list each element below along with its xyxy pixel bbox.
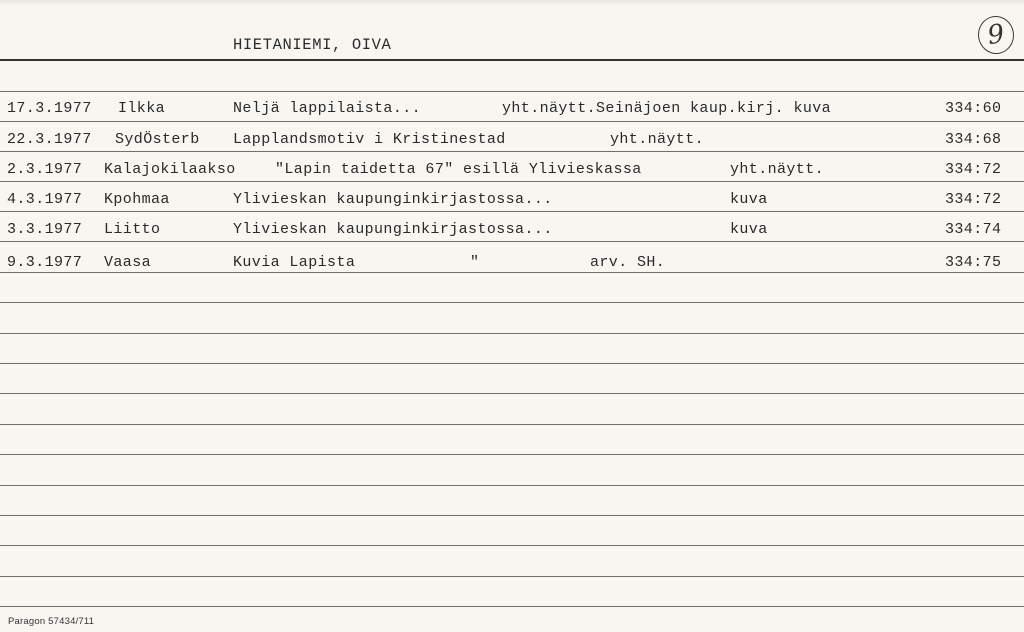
entry-note: yht.näytt.Seinäjoen kaup.kirj. kuva xyxy=(502,100,832,117)
entry-date: 22.3.1977 xyxy=(7,131,92,148)
blank-rule xyxy=(0,393,1024,394)
entry-source: Vaasa xyxy=(104,254,152,271)
blank-rule xyxy=(0,485,1024,486)
entry-note: arv. SH. xyxy=(590,254,666,271)
entry-date: 4.3.1977 xyxy=(7,191,83,208)
blank-rule xyxy=(0,333,1024,334)
blank-rule xyxy=(0,576,1024,577)
entry-ref: 334:74 xyxy=(945,221,1002,238)
header-rule-top xyxy=(0,59,1024,61)
entry-title: Kuvia Lapista xyxy=(233,254,356,271)
entry-date: 2.3.1977 xyxy=(7,161,83,178)
entry-title: Ylivieskan kaupunginkirjastossa... xyxy=(233,191,553,208)
card-name: HIETANIEMI, OIVA xyxy=(233,36,392,54)
entry-ref: 334:75 xyxy=(945,254,1002,271)
entry-row xyxy=(0,100,1024,122)
entry-title: Lapplandsmotiv i Kristinestad xyxy=(233,131,506,148)
entry-ref: 334:68 xyxy=(945,131,1002,148)
blank-rule xyxy=(0,302,1024,303)
entry-date: 17.3.1977 xyxy=(7,100,92,117)
entry-row xyxy=(0,221,1024,243)
card-number-circle: 9 xyxy=(976,14,1017,57)
entry-ref: 334:72 xyxy=(945,191,1002,208)
entry-source: Liitto xyxy=(104,221,161,238)
row-rule xyxy=(0,181,1024,182)
blank-rule xyxy=(0,454,1024,455)
entry-title: "Lapin taidetta 67" esillä Ylivieskassa xyxy=(275,161,642,178)
entry-note: yht.näytt. xyxy=(610,131,705,148)
entry-ref: 334:60 xyxy=(945,100,1002,117)
row-rule xyxy=(0,121,1024,122)
entry-source: SydÖsterb xyxy=(115,131,200,148)
row-rule xyxy=(0,151,1024,152)
entry-date: 9.3.1977 xyxy=(7,254,83,271)
entry-ditto: " xyxy=(470,254,480,271)
entry-source: Kalajokilaakso xyxy=(104,161,236,178)
entry-note: yht.näytt. xyxy=(730,161,825,178)
blank-rule xyxy=(0,515,1024,516)
card-top-edge xyxy=(0,0,1024,6)
entry-source: Ilkka xyxy=(118,100,166,117)
row-rule xyxy=(0,241,1024,242)
entry-row xyxy=(0,131,1024,153)
entry-title: Neljä lappilaista... xyxy=(233,100,422,117)
entry-ref: 334:72 xyxy=(945,161,1002,178)
entry-note: kuva xyxy=(730,191,768,208)
blank-rule xyxy=(0,363,1024,364)
header-rule-bottom xyxy=(0,91,1024,92)
blank-rule xyxy=(0,545,1024,546)
printer-imprint: Paragon 57434/711 xyxy=(8,616,95,627)
entry-date: 3.3.1977 xyxy=(7,221,83,238)
row-rule xyxy=(0,211,1024,212)
row-rule xyxy=(0,272,1024,273)
entry-note: kuva xyxy=(730,221,768,238)
blank-rule xyxy=(0,424,1024,425)
entry-row xyxy=(0,161,1024,183)
entry-source: Kpohmaa xyxy=(104,191,170,208)
entry-row xyxy=(0,191,1024,213)
entry-title: Ylivieskan kaupunginkirjastossa... xyxy=(233,221,553,238)
blank-rule xyxy=(0,606,1024,607)
